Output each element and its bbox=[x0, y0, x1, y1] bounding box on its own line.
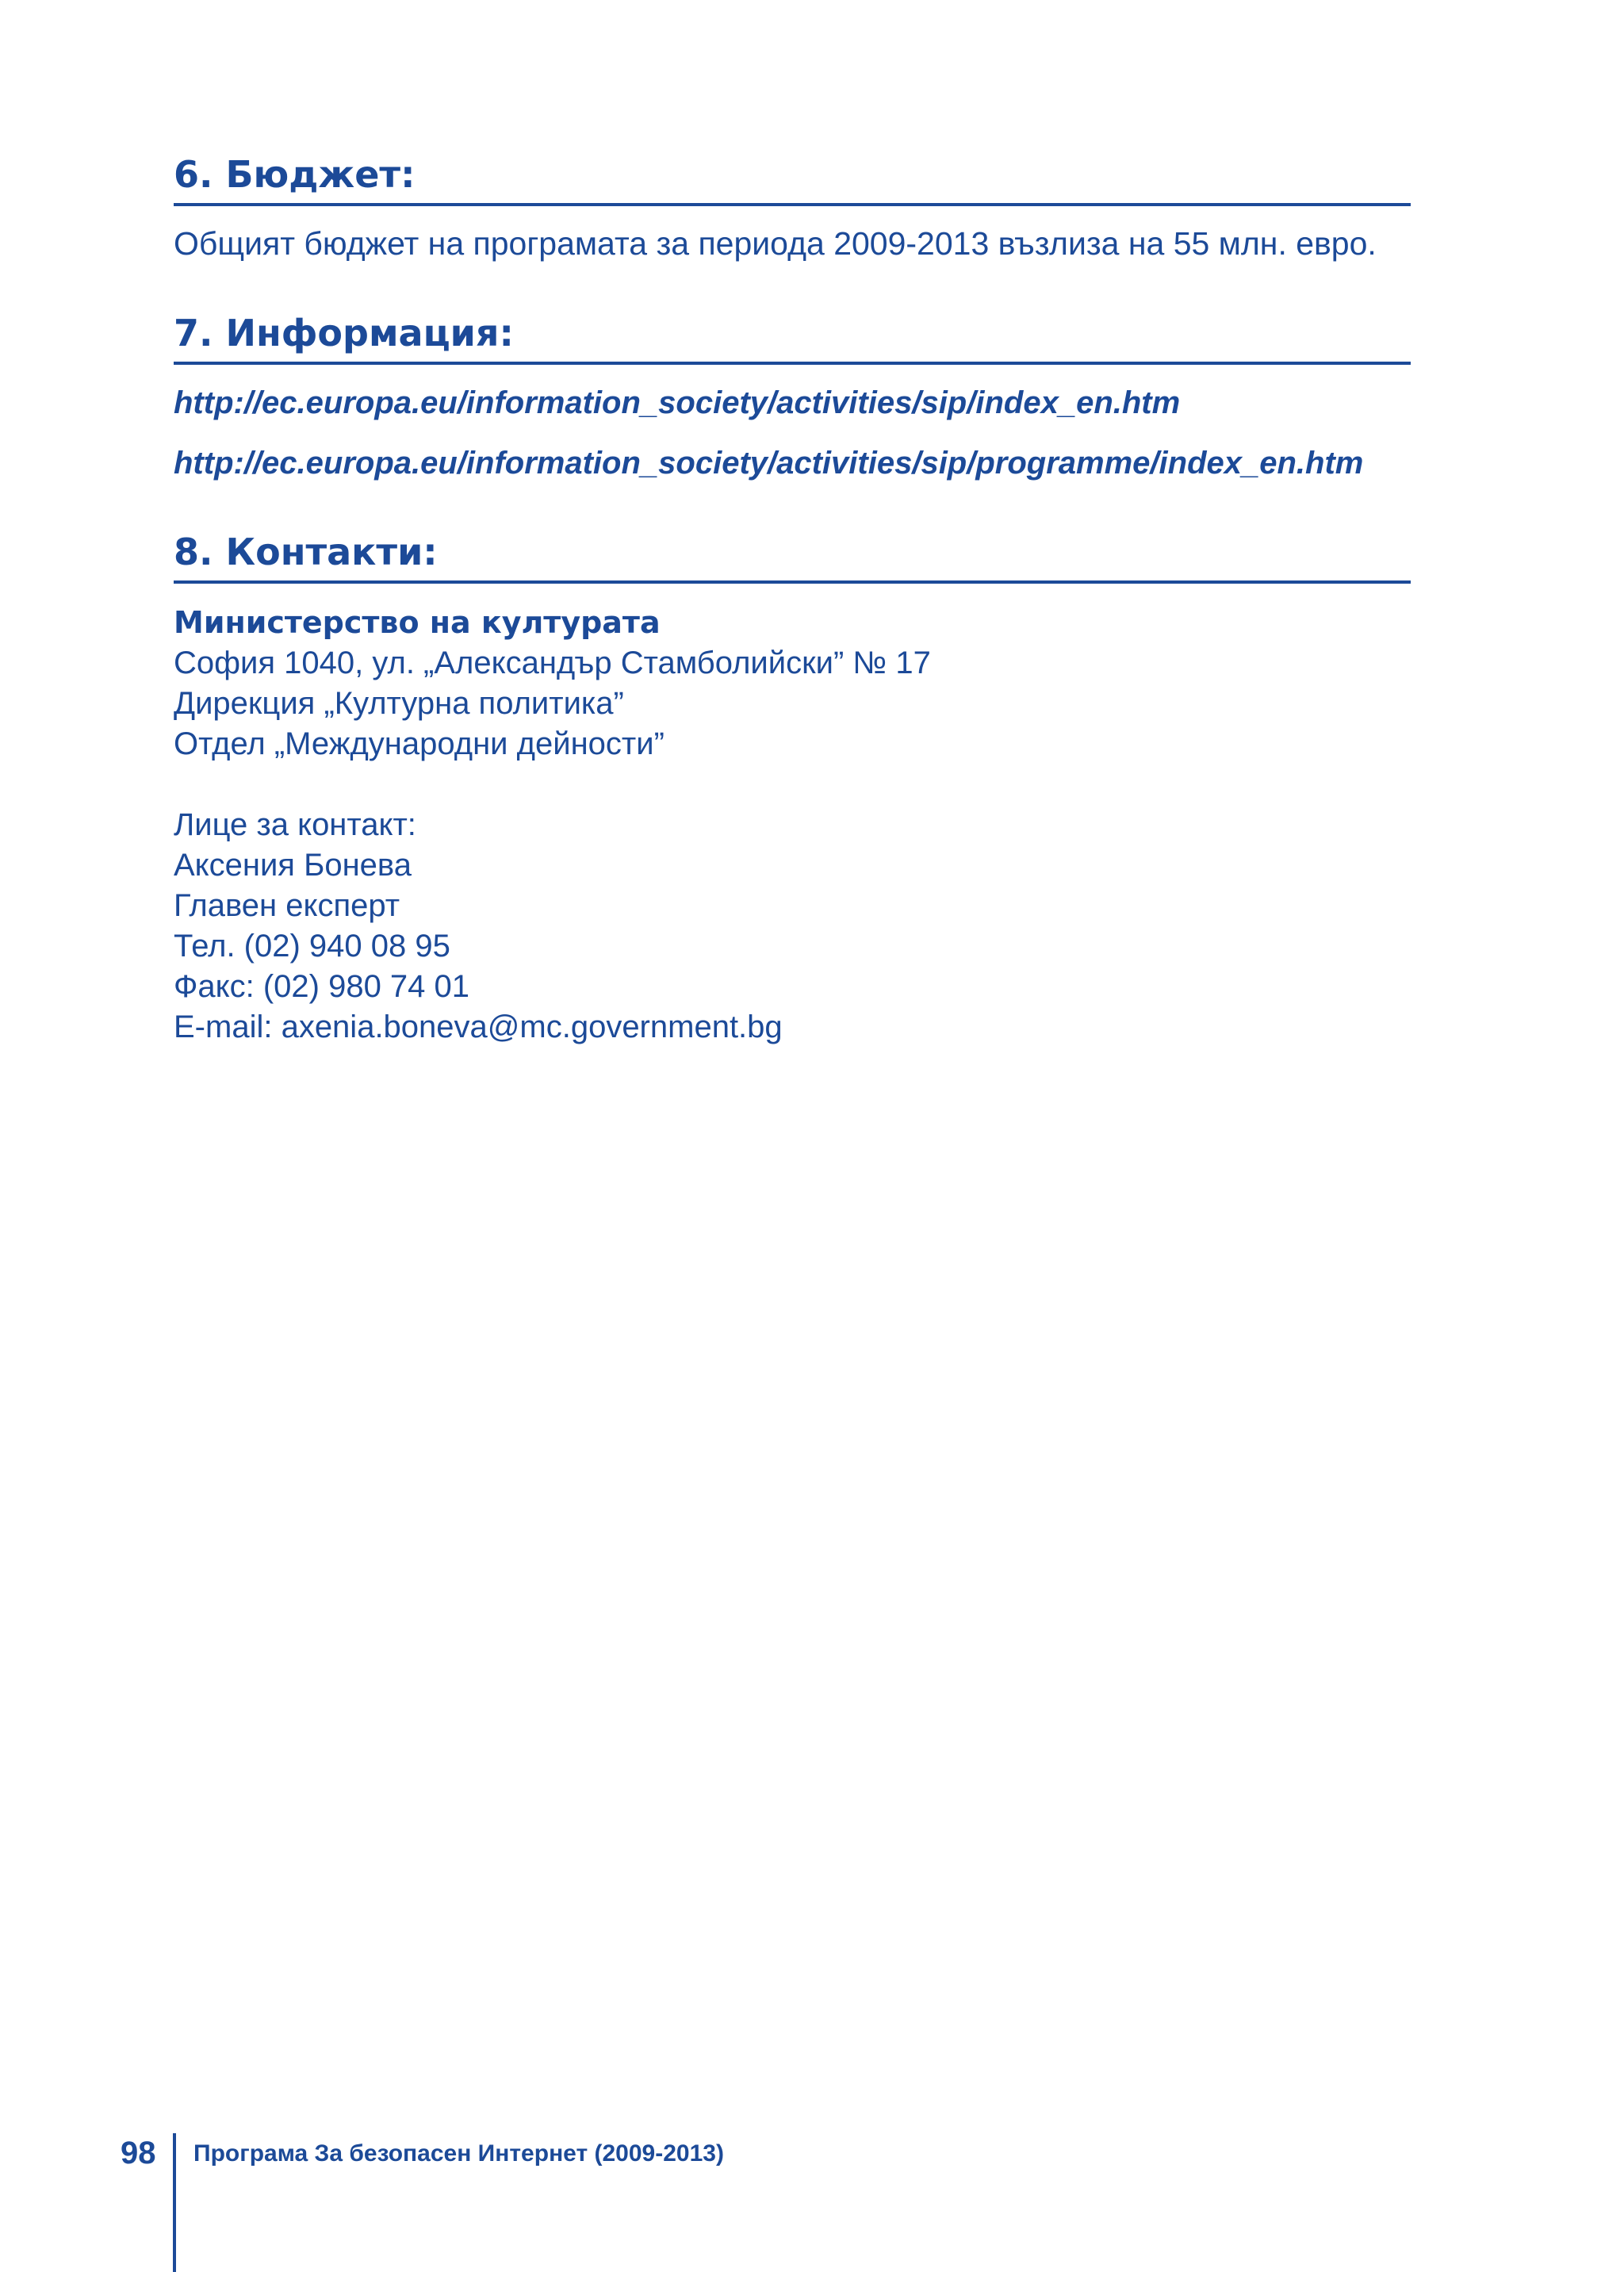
section-budget bbox=[174, 151, 1411, 265]
contact-person-label: Лице за контакт: bbox=[174, 807, 416, 842]
contact-email[interactable]: E-mail: axenia.boneva@mc.government.bg bbox=[174, 1010, 783, 1044]
contact-organization: Министерство на културата bbox=[174, 605, 661, 640]
section-heading-budget: 6. Бюджет: bbox=[174, 151, 1411, 206]
contact-directorate: Дирекция „Културна политика” bbox=[174, 686, 624, 721]
contact-fax: Факс: (02) 980 74 01 bbox=[174, 969, 470, 1004]
contact-department: Отдел „Международни дейности” bbox=[174, 726, 665, 761]
section-heading-contacts: 8. Контакти: bbox=[174, 528, 1411, 584]
contact-phone: Тел. (02) 940 08 95 bbox=[174, 929, 450, 964]
footer-divider bbox=[173, 2133, 176, 2272]
contact-person-position: Главен експерт bbox=[174, 888, 400, 923]
contact-spacer bbox=[174, 764, 1411, 805]
contact-address: София 1040, ул. „Александър Стамболийски” № 17 bbox=[174, 646, 931, 680]
info-link-index[interactable]: http://ec.europa.eu/information_society/activities/sip/index_en.htm bbox=[174, 385, 1181, 420]
budget-paragraph: Общият бюджет на програмата за периода 2009-2013 възлиза на 55 млн. евро. bbox=[174, 225, 1377, 262]
contacts-block bbox=[174, 603, 1411, 1048]
page-footer bbox=[0, 2133, 1624, 2272]
page-number: 98 bbox=[121, 2136, 156, 2170]
contact-person-name: Аксения Бонева bbox=[174, 848, 412, 883]
section-information bbox=[174, 309, 1411, 484]
section-heading-information: 7. Информация: bbox=[174, 309, 1411, 365]
section-contacts bbox=[174, 528, 1411, 1048]
info-link-programme[interactable]: http://ec.europa.eu/information_society/activities/sip/programme/index_en.htm bbox=[174, 446, 1364, 481]
page-content bbox=[174, 151, 1411, 1092]
footer-title: Програма За безопасен Интернет (2009-2013) bbox=[193, 2140, 724, 2167]
